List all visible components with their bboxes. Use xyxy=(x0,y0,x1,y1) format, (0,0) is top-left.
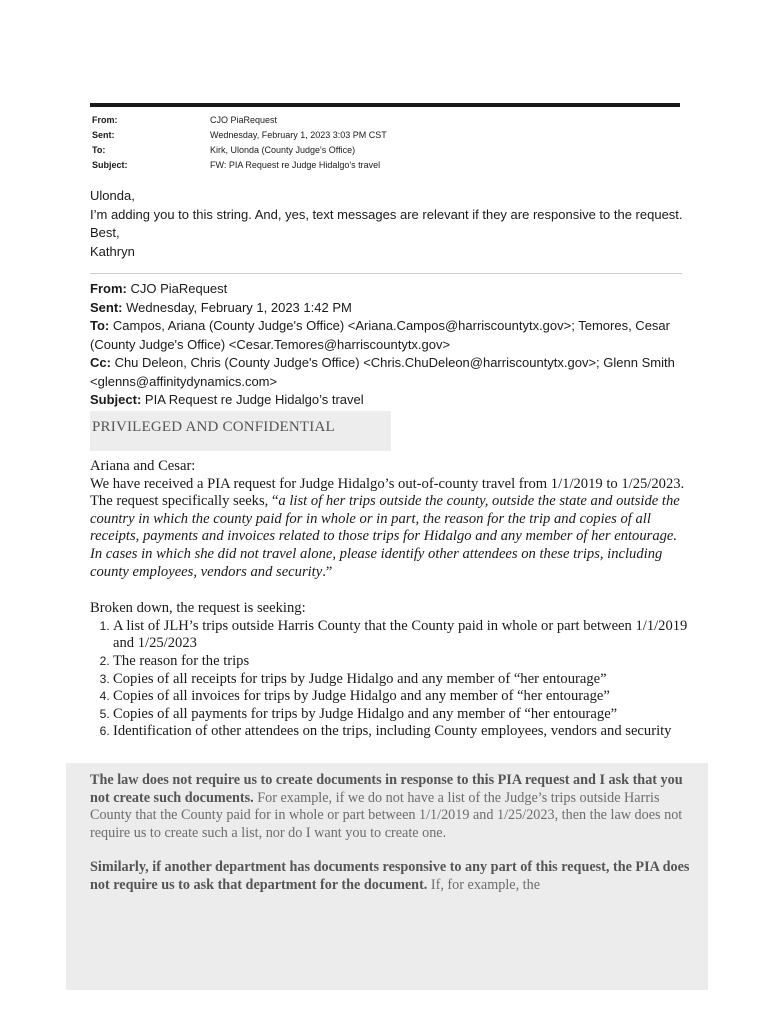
header-rule xyxy=(90,103,680,107)
fwd-cc-row xyxy=(90,354,690,373)
fwd-sent-row xyxy=(90,299,690,318)
memo-intro-end: .” xyxy=(322,563,333,580)
header-sent-row xyxy=(92,128,387,143)
header-sent-value: Wednesday, February 1, 2023 3:03 PM CST xyxy=(210,130,387,140)
fwd-cc-label: Cc: xyxy=(90,355,111,370)
fwd-subject-label: Subject: xyxy=(90,392,142,407)
header-subject-label: Subject: xyxy=(92,160,128,170)
header-subject-row xyxy=(92,158,387,173)
reply-signature: Kathryn xyxy=(90,243,135,259)
memo-breakdown: Broken down, the request is seeking: xyxy=(90,600,306,617)
guidance-p2-rest: If, for example, the xyxy=(427,876,541,893)
reply-body xyxy=(90,187,690,261)
fwd-cc-row-2: <glenns@affinitydynamics.com> xyxy=(90,373,278,389)
list-item: 5. Copies of all payments for trips by Judge Hidalgo and any member of “her entourage” xyxy=(113,706,690,724)
fwd-to-value-1: Campos, Ariana (County Judge's Office) <Ariana.Campos@harriscountytx.gov>; Temores, Cesar xyxy=(109,318,670,333)
forward-separator xyxy=(90,273,682,274)
fwd-to-label: To: xyxy=(90,318,110,333)
privileged-text: PRIVILEGED AND CONFIDENTIAL xyxy=(92,419,335,435)
header-to-row xyxy=(92,143,387,158)
memo-intro xyxy=(90,476,690,582)
list-item: 3. Copies of all receipts for trips by Judge Hidalgo and any member of “her entourage” xyxy=(113,671,690,689)
header-subject-value: FW: PIA Request re Judge Hidalgo's travel xyxy=(210,160,381,170)
legal-guidance-box xyxy=(66,763,708,990)
fwd-from-row xyxy=(90,280,690,299)
reply-line: I’m adding you to this string. And, yes, text messages are relevant if they are responsive to the request. xyxy=(90,206,683,222)
list-item: 4. Copies of all invoices for trips by Judge Hidalgo and any member of “her entourage” xyxy=(113,688,690,706)
fwd-from-value: CJO PiaRequest xyxy=(126,281,228,296)
request-list xyxy=(90,618,690,741)
guidance-p1-rest: For example, if we do not have a list of the Judge’s trips outside Harris County that the County paid for in whole or part between 1/1/2019 and 1/25/2023, then the law does not require us to create such a list, nor do I want you to create one. xyxy=(90,789,683,841)
fwd-from-label: From: xyxy=(90,281,127,296)
guidance-p2-bold: Similarly, if another department has documents responsive to any part of this request, the PIA does not require us to ask that department for the document. xyxy=(90,859,690,893)
header-from-row xyxy=(92,113,387,128)
list-item: 1. A list of JLH’s trips outside Harris County that the County paid in whole or part between 1/1/2019 and 1/25/2023 xyxy=(113,618,690,653)
fwd-to-row xyxy=(90,317,690,336)
header-to-label: To: xyxy=(92,145,106,155)
fwd-sent-value: Wednesday, February 1, 2023 1:42 PM xyxy=(122,299,352,315)
list-item: 2. The reason for the trips xyxy=(113,653,690,671)
email-header xyxy=(92,113,387,173)
list-item: 6. Identification of other attendees on the trips, including County employees, vendors and security xyxy=(113,723,690,741)
guidance-paragraph-1 xyxy=(90,772,690,842)
header-from-label: From: xyxy=(92,115,118,125)
fwd-cc-value-1: Chu Deleon, Chris (County Judge's Office) <Chris.ChuDeleon@harriscountytx.gov>; Glenn Smith xyxy=(110,355,675,370)
memo-body xyxy=(90,458,690,741)
privileged-banner xyxy=(90,411,391,451)
guidance-p1-bold: The law does not require us to create documents in response to this PIA request and I ask that you not create such documents. xyxy=(90,772,683,806)
header-sent-label: Sent: xyxy=(92,130,115,140)
memo-salutation: Ariana and Cesar: xyxy=(90,458,196,474)
header-from-value: CJO PiaRequest xyxy=(210,115,278,125)
forwarded-header xyxy=(90,280,690,410)
fwd-subject-value: PIA Request re Judge Hidalgo’s travel xyxy=(141,392,364,407)
fwd-sent-label: Sent: xyxy=(90,299,123,315)
memo-intro-plain: We have received a PIA request for Judge Hidalgo’s out-of-county travel from 1/1/2019 to 1/25/2023. The request specifically seeks, “ xyxy=(90,475,685,510)
reply-greeting: Ulonda, xyxy=(90,188,135,203)
reply-closing: Best, xyxy=(90,225,120,240)
guidance-paragraph-2 xyxy=(90,859,690,894)
fwd-to-row-2: (County Judge's Office) <Cesar.Temores@harriscountytx.gov> xyxy=(90,336,451,352)
fwd-subject-row xyxy=(90,391,690,410)
header-to-value: Kirk, Ulonda (County Judge's Office) xyxy=(210,145,356,155)
memo-intro-quote: a list of her trips outside the county, outside the state and outside the country in which the county paid for in whole or in part, the reason for the trip and copies of all receipts, payments and invoices related to those trips for Hidalgo and any member of her entourage. In cases in which she did not travel alone, please identify other attendees on these trips, including county employees, vendors and security xyxy=(90,493,680,580)
